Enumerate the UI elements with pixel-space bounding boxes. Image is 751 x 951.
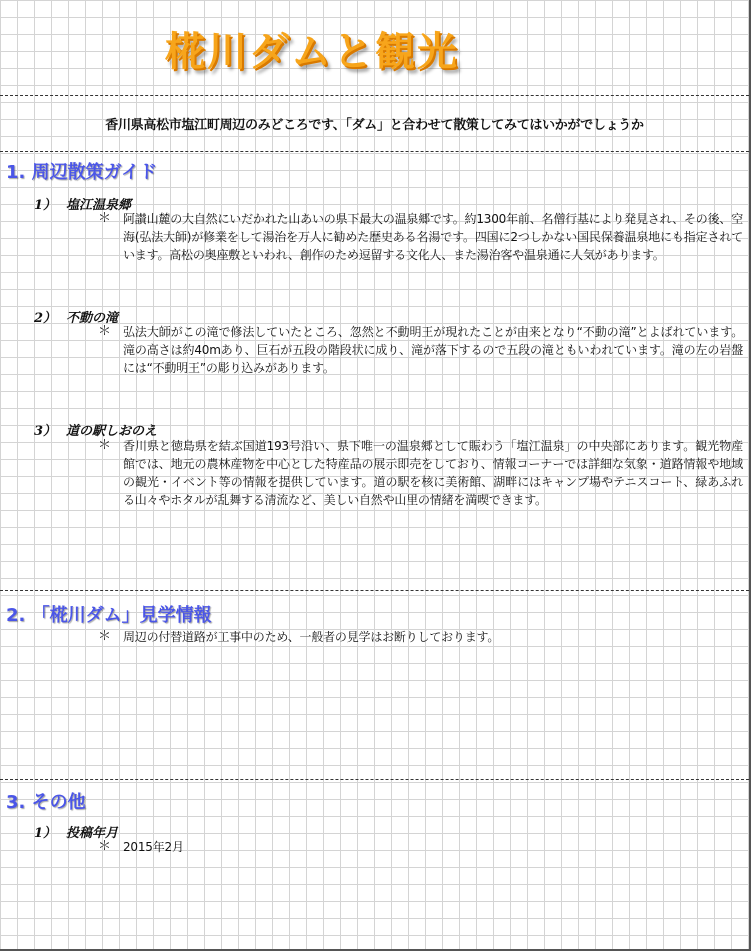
bullet-mark: ＊ — [98, 211, 112, 226]
item-title: 道の駅しおのえ — [66, 424, 158, 439]
item-number: 1） — [34, 198, 57, 213]
section-heading-other: 3. その他 — [6, 792, 86, 813]
divider — [0, 590, 749, 591]
item-description: 香川県と徳島県を結ぶ国道193号沿い、県下唯一の温泉郷として賑わう「塩江温泉」の中央部にあります。観光物産館では、地元の農林産物を中心とした特産品の展示即売をしており、情報コーナーでは詳細な気象・道路情報や地域の観光・イベント等の情報を提供しています。道の駅を核に美術館、湖畔にはキャンプ場やテニスコート、緑あふれる山々やホタルが乱舞する清流など、美しい自然や山里の情緒を満喫できます。 — [123, 439, 743, 507]
divider — [0, 95, 749, 96]
post-date-value: 2015年2月 — [123, 840, 184, 854]
item-title: 不動の滝 — [66, 311, 119, 326]
item-number: 2） — [34, 311, 57, 326]
item-description: 阿讃山麓の大自然にいだかれた山あいの県下最大の温泉郷です。約1300年前、名僧行基により発見され、その後、空海(弘法大師)が修業をして湯治を万人に勧めた歴史ある名湯です。四国に2つしかない国民保養温泉地にも指定されています。高松の奥座敷といわれ、創作のため逗留する文化人、また湯治客や温泉通に人気があります。 — [123, 212, 743, 262]
item-number: 1） — [34, 826, 57, 841]
item-number: 3） — [34, 424, 57, 439]
item-title: 塩江温泉郷 — [66, 198, 132, 213]
bullet-mark: ＊ — [98, 324, 112, 339]
section-heading-guide: 1. 周辺散策ガイド — [6, 162, 158, 183]
divider — [0, 779, 749, 780]
item-title: 投稿年月 — [66, 826, 119, 841]
item-heading-onsen — [34, 194, 131, 213]
tour-info-text: 周辺の付替道路が工事中のため、一般者の見学はお断りしております。 — [123, 630, 500, 644]
bullet-mark: ＊ — [98, 629, 112, 644]
bullet-mark: ＊ — [98, 839, 112, 854]
divider — [0, 151, 749, 152]
intro-text: 香川県高松市塩江町周辺のみどころです、「ダム」と合わせて散策してみてはいかがでしょうか — [105, 118, 644, 133]
bullet-mark: ＊ — [98, 438, 112, 453]
page-title: 椛川ダムと観光 — [165, 29, 459, 75]
item-description: 弘法大師がこの滝で修法していたところ、忽然と不動明王が現れたことが由来となり“不動の滝”とよばれています。滝の高さは約40mあり、巨石が五段の階段状に成り、滝が落下するので五段の滝ともいわれています。滝の左の岩盤には“不動明王”の彫り込みがあります。 — [123, 325, 743, 375]
section-heading-tour-info: 2. 「椛川ダム」見学情報 — [6, 605, 212, 626]
